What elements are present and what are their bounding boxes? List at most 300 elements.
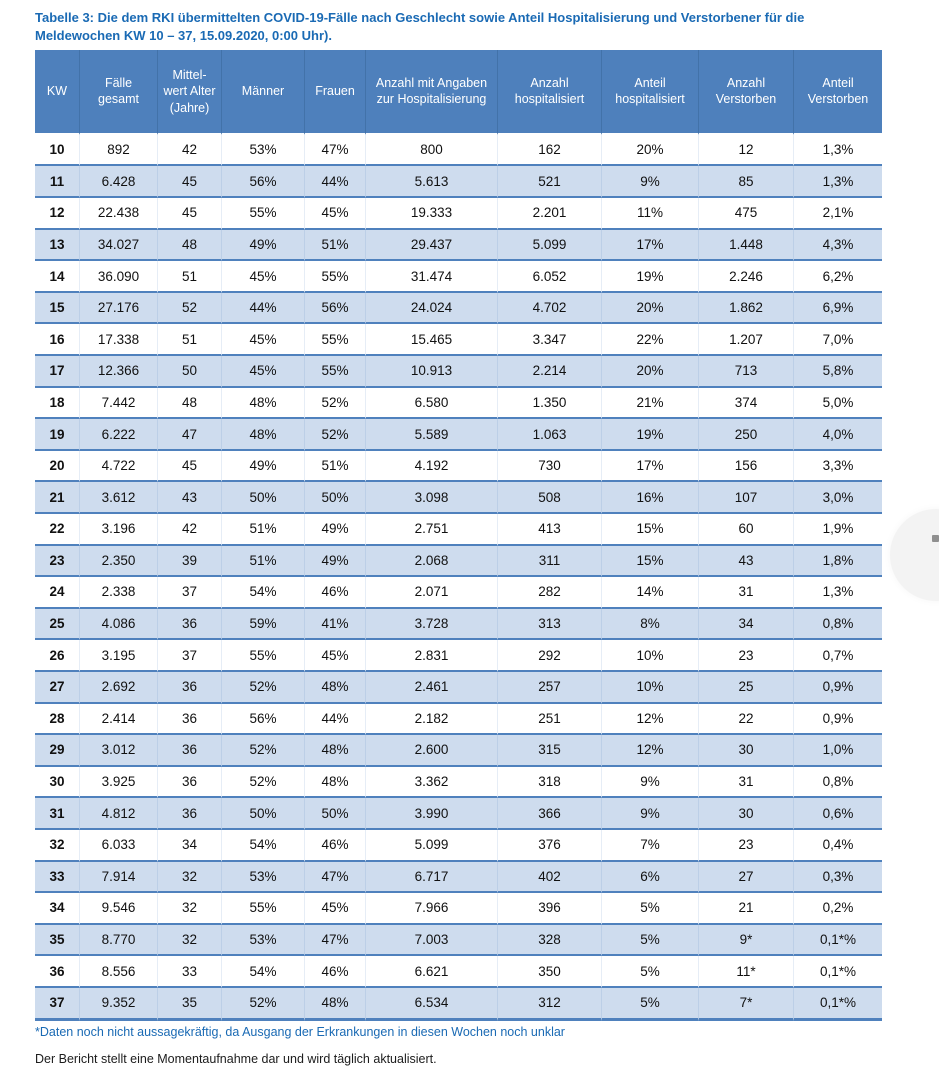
cell-maenner: 45% xyxy=(222,356,305,388)
cell-frauen: 45% xyxy=(305,893,366,925)
cell-maenner: 45% xyxy=(222,261,305,293)
table-caption: Tabelle 3: Die dem RKI übermittelten COVID-19-Fälle nach Geschlecht sowie Anteil Hospitalisierung und Verstorbener für die Meldewochen KW 10 – 37, 15.09.2020, 0:00 Uhr). xyxy=(35,10,805,43)
cell-maenner: 52% xyxy=(222,988,305,1021)
cell-anteil-verstorben: 0,4% xyxy=(794,830,882,862)
cell-mittelwert-alter: 32 xyxy=(158,893,222,925)
cell-mittelwert-alter: 36 xyxy=(158,735,222,767)
cell-anteil-verstorben: 0,9% xyxy=(794,704,882,736)
cell-anteil-hospitalisiert: 10% xyxy=(602,672,699,704)
cell-anteil-hospitalisiert: 17% xyxy=(602,451,699,483)
cell-kw: 30 xyxy=(35,767,80,799)
cell-anteil-hospitalisiert: 12% xyxy=(602,704,699,736)
cell-anzahl-hospitalisiert: 521 xyxy=(498,166,602,198)
cell-frauen: 55% xyxy=(305,261,366,293)
cell-kw: 26 xyxy=(35,640,80,672)
cell-anzahl-verstorben: 107 xyxy=(699,482,794,514)
table-row xyxy=(35,546,882,578)
cell-frauen: 52% xyxy=(305,419,366,451)
cell-faelle-gesamt: 3.195 xyxy=(80,640,158,672)
cell-anteil-verstorben: 5,0% xyxy=(794,388,882,420)
cell-maenner: 59% xyxy=(222,609,305,641)
cell-anzahl-verstorben: 475 xyxy=(699,198,794,230)
cell-frauen: 48% xyxy=(305,735,366,767)
column-header-kw: KW xyxy=(35,50,80,135)
cell-kw: 37 xyxy=(35,988,80,1021)
cell-anzahl-angaben: 3.098 xyxy=(366,482,498,514)
cell-mittelwert-alter: 36 xyxy=(158,609,222,641)
cell-frauen: 47% xyxy=(305,862,366,894)
cell-maenner: 55% xyxy=(222,198,305,230)
cell-anzahl-angaben: 24.024 xyxy=(366,293,498,325)
cell-anteil-hospitalisiert: 10% xyxy=(602,640,699,672)
cell-anzahl-hospitalisiert: 4.702 xyxy=(498,293,602,325)
cell-frauen: 56% xyxy=(305,293,366,325)
table-row xyxy=(35,482,882,514)
table-row xyxy=(35,609,882,641)
table-row xyxy=(35,324,882,356)
table-row xyxy=(35,672,882,704)
cell-maenner: 54% xyxy=(222,577,305,609)
cell-anteil-hospitalisiert: 19% xyxy=(602,419,699,451)
cell-kw: 23 xyxy=(35,546,80,578)
cell-anzahl-verstorben: 1.448 xyxy=(699,230,794,262)
cell-mittelwert-alter: 52 xyxy=(158,293,222,325)
column-header-frauen: Frauen xyxy=(305,50,366,135)
cell-maenner: 53% xyxy=(222,862,305,894)
cell-mittelwert-alter: 39 xyxy=(158,546,222,578)
cell-kw: 12 xyxy=(35,198,80,230)
cell-frauen: 52% xyxy=(305,388,366,420)
cell-frauen: 46% xyxy=(305,956,366,988)
cell-maenner: 50% xyxy=(222,798,305,830)
cell-kw: 22 xyxy=(35,514,80,546)
cell-anteil-hospitalisiert: 9% xyxy=(602,166,699,198)
cell-faelle-gesamt: 892 xyxy=(80,135,158,167)
cell-anzahl-hospitalisiert: 311 xyxy=(498,546,602,578)
cell-anzahl-hospitalisiert: 3.347 xyxy=(498,324,602,356)
cell-anteil-verstorben: 1,3% xyxy=(794,166,882,198)
cell-anzahl-hospitalisiert: 508 xyxy=(498,482,602,514)
cell-mittelwert-alter: 45 xyxy=(158,166,222,198)
cell-mittelwert-alter: 32 xyxy=(158,862,222,894)
cell-anteil-hospitalisiert: 20% xyxy=(602,293,699,325)
cell-anzahl-hospitalisiert: 282 xyxy=(498,577,602,609)
cell-kw: 27 xyxy=(35,672,80,704)
cell-anzahl-verstorben: 23 xyxy=(699,830,794,862)
cell-anzahl-verstorben: 250 xyxy=(699,419,794,451)
cell-anzahl-angaben: 2.182 xyxy=(366,704,498,736)
cell-mittelwert-alter: 50 xyxy=(158,356,222,388)
cell-anzahl-angaben: 3.990 xyxy=(366,798,498,830)
cell-anteil-verstorben: 5,8% xyxy=(794,356,882,388)
cell-mittelwert-alter: 37 xyxy=(158,577,222,609)
cell-anzahl-angaben: 6.580 xyxy=(366,388,498,420)
cell-anteil-verstorben: 6,2% xyxy=(794,261,882,293)
cell-anteil-hospitalisiert: 22% xyxy=(602,324,699,356)
table-body xyxy=(35,135,882,1021)
cell-kw: 14 xyxy=(35,261,80,293)
table-row xyxy=(35,640,882,672)
cell-mittelwert-alter: 51 xyxy=(158,324,222,356)
cell-frauen: 48% xyxy=(305,988,366,1021)
cell-faelle-gesamt: 4.812 xyxy=(80,798,158,830)
cell-faelle-gesamt: 8.556 xyxy=(80,956,158,988)
column-header-anteil-hospitalisiert: Anteil hospitalisiert xyxy=(602,50,699,135)
cell-anteil-verstorben: 0,1*% xyxy=(794,988,882,1021)
cell-maenner: 54% xyxy=(222,956,305,988)
table-row xyxy=(35,135,882,167)
table-row xyxy=(35,419,882,451)
cell-anzahl-verstorben: 12 xyxy=(699,135,794,167)
cell-anzahl-verstorben: 1.862 xyxy=(699,293,794,325)
cell-anteil-verstorben: 0,1*% xyxy=(794,956,882,988)
cell-maenner: 55% xyxy=(222,640,305,672)
column-header-anzahl-angaben-hospitalisierung: Anzahl mit Angaben zur Hospitalisierung xyxy=(366,50,498,135)
cell-maenner: 52% xyxy=(222,735,305,767)
cell-faelle-gesamt: 8.770 xyxy=(80,925,158,957)
cell-anzahl-angaben: 2.751 xyxy=(366,514,498,546)
column-header-mittelwert-alter: Mittel-wert Alter (Jahre) xyxy=(158,50,222,135)
cell-anteil-verstorben: 4,0% xyxy=(794,419,882,451)
cell-faelle-gesamt: 2.338 xyxy=(80,577,158,609)
cell-anzahl-verstorben: 1.207 xyxy=(699,324,794,356)
cell-anzahl-hospitalisiert: 350 xyxy=(498,956,602,988)
cell-anzahl-verstorben: 30 xyxy=(699,735,794,767)
cell-anzahl-verstorben: 21 xyxy=(699,893,794,925)
cell-anzahl-hospitalisiert: 315 xyxy=(498,735,602,767)
cell-maenner: 56% xyxy=(222,704,305,736)
cell-anteil-verstorben: 6,9% xyxy=(794,293,882,325)
cell-anzahl-angaben: 2.831 xyxy=(366,640,498,672)
table-row xyxy=(35,704,882,736)
cell-frauen: 48% xyxy=(305,672,366,704)
cell-maenner: 51% xyxy=(222,546,305,578)
cell-anzahl-verstorben: 2.246 xyxy=(699,261,794,293)
table-row xyxy=(35,261,882,293)
cell-frauen: 41% xyxy=(305,609,366,641)
cell-anzahl-verstorben: 374 xyxy=(699,388,794,420)
cell-anteil-hospitalisiert: 16% xyxy=(602,482,699,514)
cell-kw: 16 xyxy=(35,324,80,356)
cell-maenner: 55% xyxy=(222,893,305,925)
cell-anzahl-angaben: 7.966 xyxy=(366,893,498,925)
cell-anzahl-hospitalisiert: 2.214 xyxy=(498,356,602,388)
table-row xyxy=(35,925,882,957)
cell-faelle-gesamt: 3.925 xyxy=(80,767,158,799)
cell-faelle-gesamt: 34.027 xyxy=(80,230,158,262)
cell-kw: 19 xyxy=(35,419,80,451)
cell-maenner: 52% xyxy=(222,767,305,799)
cell-frauen: 49% xyxy=(305,546,366,578)
cell-anzahl-hospitalisiert: 413 xyxy=(498,514,602,546)
cell-mittelwert-alter: 45 xyxy=(158,451,222,483)
table-row xyxy=(35,798,882,830)
cell-mittelwert-alter: 42 xyxy=(158,514,222,546)
cell-faelle-gesamt: 27.176 xyxy=(80,293,158,325)
cell-anzahl-verstorben: 25 xyxy=(699,672,794,704)
cell-anzahl-hospitalisiert: 376 xyxy=(498,830,602,862)
cell-anzahl-angaben: 29.437 xyxy=(366,230,498,262)
cell-kw: 21 xyxy=(35,482,80,514)
cell-frauen: 45% xyxy=(305,640,366,672)
cell-anzahl-verstorben: 34 xyxy=(699,609,794,641)
cell-faelle-gesamt: 17.338 xyxy=(80,324,158,356)
cell-faelle-gesamt: 6.222 xyxy=(80,419,158,451)
cell-faelle-gesamt: 6.428 xyxy=(80,166,158,198)
table-row xyxy=(35,293,882,325)
cell-kw: 18 xyxy=(35,388,80,420)
cell-frauen: 47% xyxy=(305,925,366,957)
cell-frauen: 51% xyxy=(305,451,366,483)
cell-anzahl-angaben: 4.192 xyxy=(366,451,498,483)
cell-faelle-gesamt: 6.033 xyxy=(80,830,158,862)
cell-anteil-hospitalisiert: 9% xyxy=(602,798,699,830)
cell-anteil-verstorben: 0,6% xyxy=(794,798,882,830)
table-row xyxy=(35,830,882,862)
cell-kw: 25 xyxy=(35,609,80,641)
cell-maenner: 45% xyxy=(222,324,305,356)
cell-anteil-verstorben: 2,1% xyxy=(794,198,882,230)
cell-kw: 35 xyxy=(35,925,80,957)
cell-anteil-hospitalisiert: 5% xyxy=(602,893,699,925)
cell-kw: 17 xyxy=(35,356,80,388)
cell-maenner: 56% xyxy=(222,166,305,198)
cell-frauen: 46% xyxy=(305,577,366,609)
cell-faelle-gesamt: 7.442 xyxy=(80,388,158,420)
cell-faelle-gesamt: 7.914 xyxy=(80,862,158,894)
cell-anteil-verstorben: 1,9% xyxy=(794,514,882,546)
cell-anteil-verstorben: 0,7% xyxy=(794,640,882,672)
cell-anteil-hospitalisiert: 12% xyxy=(602,735,699,767)
cell-mittelwert-alter: 36 xyxy=(158,798,222,830)
cell-anzahl-hospitalisiert: 402 xyxy=(498,862,602,894)
cell-anzahl-verstorben: 156 xyxy=(699,451,794,483)
cell-anzahl-hospitalisiert: 5.099 xyxy=(498,230,602,262)
cell-mittelwert-alter: 36 xyxy=(158,767,222,799)
cell-anzahl-verstorben: 23 xyxy=(699,640,794,672)
cell-anzahl-verstorben: 31 xyxy=(699,577,794,609)
column-header-maenner: Männer xyxy=(222,50,305,135)
cell-anzahl-hospitalisiert: 1.350 xyxy=(498,388,602,420)
cell-kw: 15 xyxy=(35,293,80,325)
cell-anzahl-hospitalisiert: 730 xyxy=(498,451,602,483)
cell-frauen: 48% xyxy=(305,767,366,799)
cell-anteil-hospitalisiert: 20% xyxy=(602,135,699,167)
table-row xyxy=(35,767,882,799)
cell-anteil-hospitalisiert: 19% xyxy=(602,261,699,293)
cell-anzahl-verstorben: 27 xyxy=(699,862,794,894)
cell-anzahl-angaben: 2.461 xyxy=(366,672,498,704)
cell-anteil-verstorben: 0,9% xyxy=(794,672,882,704)
table-row xyxy=(35,988,882,1021)
cell-anteil-verstorben: 1,3% xyxy=(794,577,882,609)
cell-anzahl-angaben: 15.465 xyxy=(366,324,498,356)
cell-anteil-verstorben: 3,3% xyxy=(794,451,882,483)
cell-frauen: 44% xyxy=(305,704,366,736)
cell-faelle-gesamt: 9.352 xyxy=(80,988,158,1021)
column-header-anteil-verstorben: Anteil Verstorben xyxy=(794,50,882,135)
footnote: *Daten noch nicht aussagekräftig, da Ausgang der Erkrankungen in diesen Wochen noch unklar xyxy=(35,1024,565,1039)
cell-maenner: 54% xyxy=(222,830,305,862)
cell-anteil-verstorben: 1,0% xyxy=(794,735,882,767)
cell-maenner: 48% xyxy=(222,419,305,451)
cell-mittelwert-alter: 37 xyxy=(158,640,222,672)
cell-anteil-hospitalisiert: 20% xyxy=(602,356,699,388)
cell-kw: 29 xyxy=(35,735,80,767)
cell-maenner: 49% xyxy=(222,451,305,483)
arrow-icon xyxy=(932,535,939,542)
cell-anzahl-angaben: 19.333 xyxy=(366,198,498,230)
cell-anteil-verstorben: 0,3% xyxy=(794,862,882,894)
cell-mittelwert-alter: 42 xyxy=(158,135,222,167)
cell-anteil-hospitalisiert: 5% xyxy=(602,988,699,1021)
cell-anteil-hospitalisiert: 17% xyxy=(602,230,699,262)
cell-anzahl-verstorben: 713 xyxy=(699,356,794,388)
cell-anteil-hospitalisiert: 15% xyxy=(602,514,699,546)
cell-anzahl-verstorben: 60 xyxy=(699,514,794,546)
cell-kw: 32 xyxy=(35,830,80,862)
cell-faelle-gesamt: 3.196 xyxy=(80,514,158,546)
cell-mittelwert-alter: 32 xyxy=(158,925,222,957)
cell-anteil-verstorben: 0,1*% xyxy=(794,925,882,957)
cell-mittelwert-alter: 48 xyxy=(158,230,222,262)
cell-faelle-gesamt: 2.350 xyxy=(80,546,158,578)
column-header-anzahl-hospitalisiert: Anzahl hospitalisiert xyxy=(498,50,602,135)
table-row xyxy=(35,577,882,609)
cell-maenner: 49% xyxy=(222,230,305,262)
cell-faelle-gesamt: 3.612 xyxy=(80,482,158,514)
table-row xyxy=(35,862,882,894)
cell-anzahl-hospitalisiert: 328 xyxy=(498,925,602,957)
cell-anteil-hospitalisiert: 11% xyxy=(602,198,699,230)
table-row xyxy=(35,893,882,925)
cell-anteil-hospitalisiert: 21% xyxy=(602,388,699,420)
cell-faelle-gesamt: 12.366 xyxy=(80,356,158,388)
cell-kw: 24 xyxy=(35,577,80,609)
cell-anzahl-angaben: 6.621 xyxy=(366,956,498,988)
cell-faelle-gesamt: 3.012 xyxy=(80,735,158,767)
cell-maenner: 53% xyxy=(222,135,305,167)
cell-kw: 28 xyxy=(35,704,80,736)
cell-maenner: 52% xyxy=(222,672,305,704)
cell-anteil-verstorben: 1,3% xyxy=(794,135,882,167)
cell-anzahl-verstorben: 43 xyxy=(699,546,794,578)
cell-anzahl-angaben: 6.534 xyxy=(366,988,498,1021)
cell-frauen: 45% xyxy=(305,198,366,230)
cell-anzahl-hospitalisiert: 312 xyxy=(498,988,602,1021)
cell-anzahl-hospitalisiert: 313 xyxy=(498,609,602,641)
cell-frauen: 55% xyxy=(305,356,366,388)
cell-kw: 13 xyxy=(35,230,80,262)
cell-kw: 10 xyxy=(35,135,80,167)
cell-anzahl-angaben: 5.589 xyxy=(366,419,498,451)
cell-faelle-gesamt: 4.722 xyxy=(80,451,158,483)
cell-faelle-gesamt: 22.438 xyxy=(80,198,158,230)
table-row xyxy=(35,388,882,420)
table-row xyxy=(35,956,882,988)
cell-anteil-hospitalisiert: 8% xyxy=(602,609,699,641)
cell-anteil-hospitalisiert: 6% xyxy=(602,862,699,894)
cell-frauen: 47% xyxy=(305,135,366,167)
cell-kw: 33 xyxy=(35,862,80,894)
cell-anzahl-hospitalisiert: 251 xyxy=(498,704,602,736)
cell-mittelwert-alter: 33 xyxy=(158,956,222,988)
cell-anzahl-hospitalisiert: 6.052 xyxy=(498,261,602,293)
cell-frauen: 49% xyxy=(305,514,366,546)
cell-kw: 20 xyxy=(35,451,80,483)
cell-maenner: 51% xyxy=(222,514,305,546)
cell-anteil-verstorben: 1,8% xyxy=(794,546,882,578)
cell-frauen: 46% xyxy=(305,830,366,862)
cell-anzahl-angaben: 3.362 xyxy=(366,767,498,799)
cell-anzahl-verstorben: 7* xyxy=(699,988,794,1021)
cell-faelle-gesamt: 9.546 xyxy=(80,893,158,925)
cell-maenner: 50% xyxy=(222,482,305,514)
cell-mittelwert-alter: 45 xyxy=(158,198,222,230)
cell-frauen: 44% xyxy=(305,166,366,198)
cell-kw: 31 xyxy=(35,798,80,830)
cell-frauen: 50% xyxy=(305,798,366,830)
cell-anzahl-verstorben: 11* xyxy=(699,956,794,988)
cell-anzahl-angaben: 2.600 xyxy=(366,735,498,767)
cell-anteil-hospitalisiert: 5% xyxy=(602,925,699,957)
cell-mittelwert-alter: 43 xyxy=(158,482,222,514)
column-header-faelle-gesamt: Fälle gesamt xyxy=(80,50,158,135)
cell-anzahl-angaben: 2.068 xyxy=(366,546,498,578)
cell-anzahl-angaben: 5.099 xyxy=(366,830,498,862)
cell-faelle-gesamt: 4.086 xyxy=(80,609,158,641)
cell-frauen: 50% xyxy=(305,482,366,514)
cell-anzahl-angaben: 3.728 xyxy=(366,609,498,641)
cell-frauen: 51% xyxy=(305,230,366,262)
floating-scroll-button[interactable] xyxy=(890,509,939,601)
cell-anzahl-angaben: 800 xyxy=(366,135,498,167)
cell-maenner: 48% xyxy=(222,388,305,420)
cell-anteil-verstorben: 3,0% xyxy=(794,482,882,514)
cell-faelle-gesamt: 2.692 xyxy=(80,672,158,704)
cell-maenner: 53% xyxy=(222,925,305,957)
column-header-anzahl-verstorben: Anzahl Verstorben xyxy=(699,50,794,135)
cell-anzahl-hospitalisiert: 1.063 xyxy=(498,419,602,451)
table-row xyxy=(35,514,882,546)
cell-mittelwert-alter: 51 xyxy=(158,261,222,293)
update-note: Der Bericht stellt eine Momentaufnahme dar und wird täglich aktualisiert. xyxy=(35,1051,437,1066)
cell-anzahl-hospitalisiert: 396 xyxy=(498,893,602,925)
table-row xyxy=(35,451,882,483)
cell-maenner: 44% xyxy=(222,293,305,325)
cell-anzahl-angaben: 5.613 xyxy=(366,166,498,198)
table-row xyxy=(35,166,882,198)
cell-anzahl-hospitalisiert: 318 xyxy=(498,767,602,799)
cell-kw: 34 xyxy=(35,893,80,925)
cell-anzahl-angaben: 6.717 xyxy=(366,862,498,894)
cell-anteil-verstorben: 4,3% xyxy=(794,230,882,262)
table-row xyxy=(35,198,882,230)
table-row xyxy=(35,735,882,767)
cell-anteil-hospitalisiert: 7% xyxy=(602,830,699,862)
cell-anzahl-angaben: 2.071 xyxy=(366,577,498,609)
cell-mittelwert-alter: 36 xyxy=(158,672,222,704)
cell-faelle-gesamt: 36.090 xyxy=(80,261,158,293)
cell-anzahl-hospitalisiert: 2.201 xyxy=(498,198,602,230)
cell-mittelwert-alter: 47 xyxy=(158,419,222,451)
cell-anzahl-verstorben: 30 xyxy=(699,798,794,830)
covid-cases-table xyxy=(35,50,882,1021)
cell-anzahl-verstorben: 9* xyxy=(699,925,794,957)
cell-anteil-hospitalisiert: 9% xyxy=(602,767,699,799)
cell-anzahl-verstorben: 22 xyxy=(699,704,794,736)
cell-anzahl-verstorben: 85 xyxy=(699,166,794,198)
